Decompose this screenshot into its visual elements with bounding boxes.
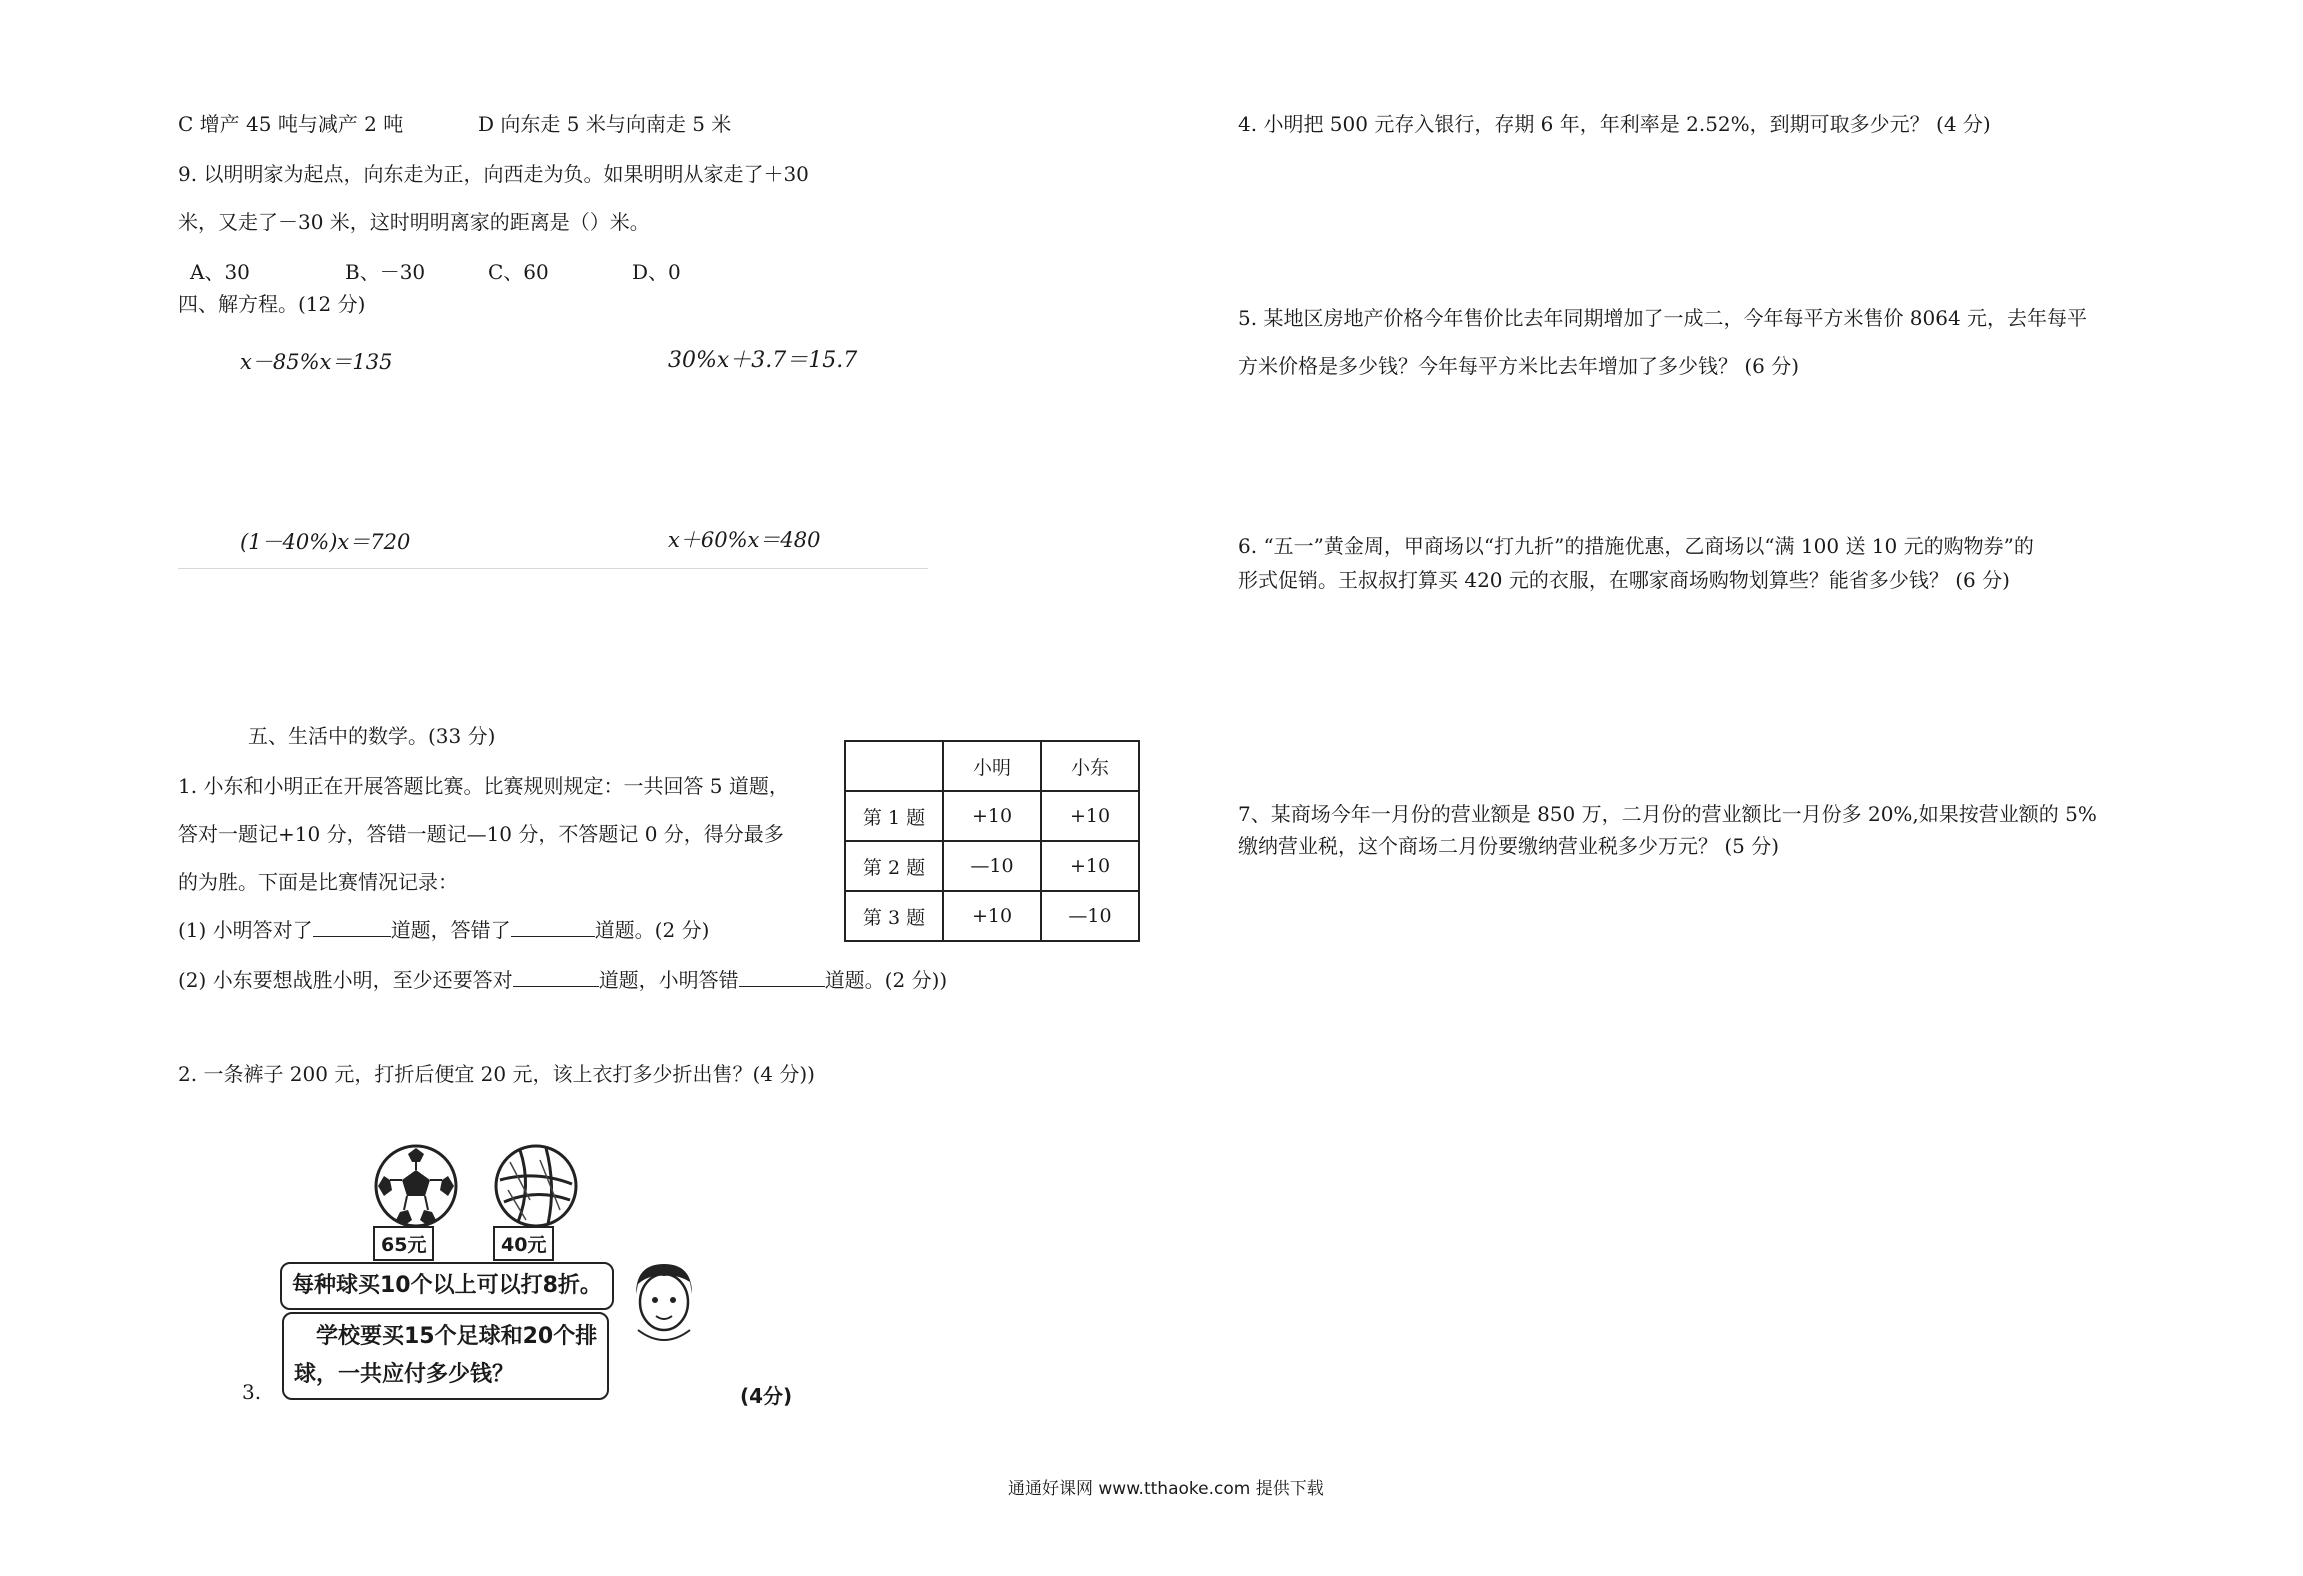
soccer-price-label: 65元: [373, 1226, 434, 1261]
q9-text-line2: 米，又走了－30 米，这时明明离家的距离是（）米。: [178, 210, 650, 234]
q5-text-line1: 5. 某地区房地产价格今年售价比去年同期增加了一成二，今年每平方米售价 8064 元，去年每平: [1238, 306, 2088, 330]
table-cell: +10: [1041, 791, 1139, 841]
section4-title: 四、解方程。(12 分): [178, 292, 366, 316]
equation-4: x＋60%x＝480: [668, 528, 821, 552]
soccer-ball-icon: [370, 1140, 462, 1232]
equation-2: 30%x＋3.7＝15.7: [668, 348, 858, 373]
score-table: [844, 740, 1140, 942]
speech-bubble-question: [282, 1312, 609, 1400]
answer-blank[interactable]: [739, 968, 825, 987]
p1-subquestion-2: [178, 964, 947, 993]
bubble-line-2: 球，一共应付多少钱？: [294, 1362, 515, 1387]
p1-text-line2: 答对一题记+10 分，答错一题记—10 分，不答题记 0 分，得分最多: [178, 822, 784, 846]
table-header-cell: 小明: [943, 741, 1041, 791]
bubble-line-1: 学校要买15个足球和20个排: [316, 1324, 598, 1349]
p3-score: (4分): [740, 1384, 793, 1408]
p1-sub2-part-a: (2) 小东要想战胜小明，至少还要答对: [178, 968, 513, 992]
q8-option-d: D 向东走 5 米与向南走 5 米: [478, 112, 732, 136]
table-cell: 第 1 题: [845, 791, 943, 841]
q9-option-a: A、30: [190, 260, 250, 284]
q6-text-line2: 形式促销。王叔叔打算买 420 元的衣服，在哪家商场购物划算些？能省多少钱？ (6 分): [1238, 568, 2010, 592]
footer-source: 通通好课网 www.tthaoke.com 提供下载: [1008, 1479, 1324, 1499]
q5-text-line2: 方米价格是多少钱？今年每平方米比去年增加了多少钱？ (6 分): [1238, 354, 1800, 378]
p1-sub2-part-c: 道题。(2 分)): [824, 968, 948, 992]
p3-number: 3.: [242, 1380, 262, 1404]
p1-sub1-part-a: (1) 小明答对了: [178, 918, 313, 942]
volleyball-price-label: 40元: [493, 1226, 554, 1261]
volleyball-icon: [490, 1140, 582, 1232]
q4-text: 4. 小明把 500 元存入银行，存期 6 年，年利率是 2.52%，到期可取多少元？ (4 分): [1238, 112, 1991, 136]
table-cell: —10: [1041, 891, 1139, 941]
p2-text: 2. 一条裤子 200 元，打折后便宜 20 元，该上衣打多少折出售？(4 分)): [178, 1062, 815, 1086]
p1-text-line3: 的为胜。下面是比赛情况记录：: [178, 870, 458, 894]
table-cell: +10: [1041, 841, 1139, 891]
table-header-cell: [845, 741, 943, 791]
table-header-cell: 小东: [1041, 741, 1139, 791]
p1-sub1-part-b: 道题，答错了: [390, 918, 511, 942]
q7-text-line1: 7、某商场今年一月份的营业额是 850 万，二月份的营业额比一月份多 20%,如果按营业额的 5%: [1238, 802, 2097, 826]
table-row: [845, 891, 1139, 941]
p1-sub1-part-c: 道题。(2 分): [594, 918, 710, 942]
q9-text-line1: 9. 以明明家为起点，向东走为正，向西走为负。如果明明从家走了＋30: [178, 162, 809, 186]
q9-option-b: B、－30: [345, 260, 426, 284]
q9-option-c: C、60: [488, 260, 549, 284]
table-cell: +10: [943, 791, 1041, 841]
boy-face-icon: [628, 1260, 698, 1344]
equation-3: (1－40%)x＝720: [240, 530, 411, 554]
q6-text-line1: 6. “五一”黄金周，甲商场以“打九折”的措施优惠，乙商场以“满 100 送 10 元的购物券”的: [1238, 534, 2034, 558]
answer-blank[interactable]: [511, 918, 595, 937]
q7-text-line2: 缴纳营业税，这个商场二月份要缴纳营业税多少万元？ (5 分): [1238, 834, 1780, 858]
p1-subquestion-1: [178, 914, 709, 943]
q9-option-d: D、0: [632, 260, 681, 284]
table-cell: —10: [943, 841, 1041, 891]
table-cell: 第 3 题: [845, 891, 943, 941]
section5-title: 五、生活中的数学。(33 分): [248, 724, 496, 748]
q8-option-c: C 增产 45 吨与减产 2 吨: [178, 112, 404, 136]
answer-blank[interactable]: [513, 968, 599, 987]
p1-text-line1: 1. 小东和小明正在开展答题比赛。比赛规则规定：一共回答 5 道题，: [178, 774, 789, 798]
p1-sub2-part-b: 道题，小明答错: [598, 968, 739, 992]
divider-line: [178, 568, 928, 569]
answer-blank[interactable]: [313, 918, 391, 937]
table-cell: +10: [943, 891, 1041, 941]
table-row: [845, 791, 1139, 841]
table-cell: 第 2 题: [845, 841, 943, 891]
equation-1: x－85%x＝135: [240, 350, 393, 374]
table-row: [845, 841, 1139, 891]
table-header-row: [845, 741, 1139, 791]
speech-bubble-discount: 每种球买10个以上可以打8折。: [280, 1262, 614, 1310]
